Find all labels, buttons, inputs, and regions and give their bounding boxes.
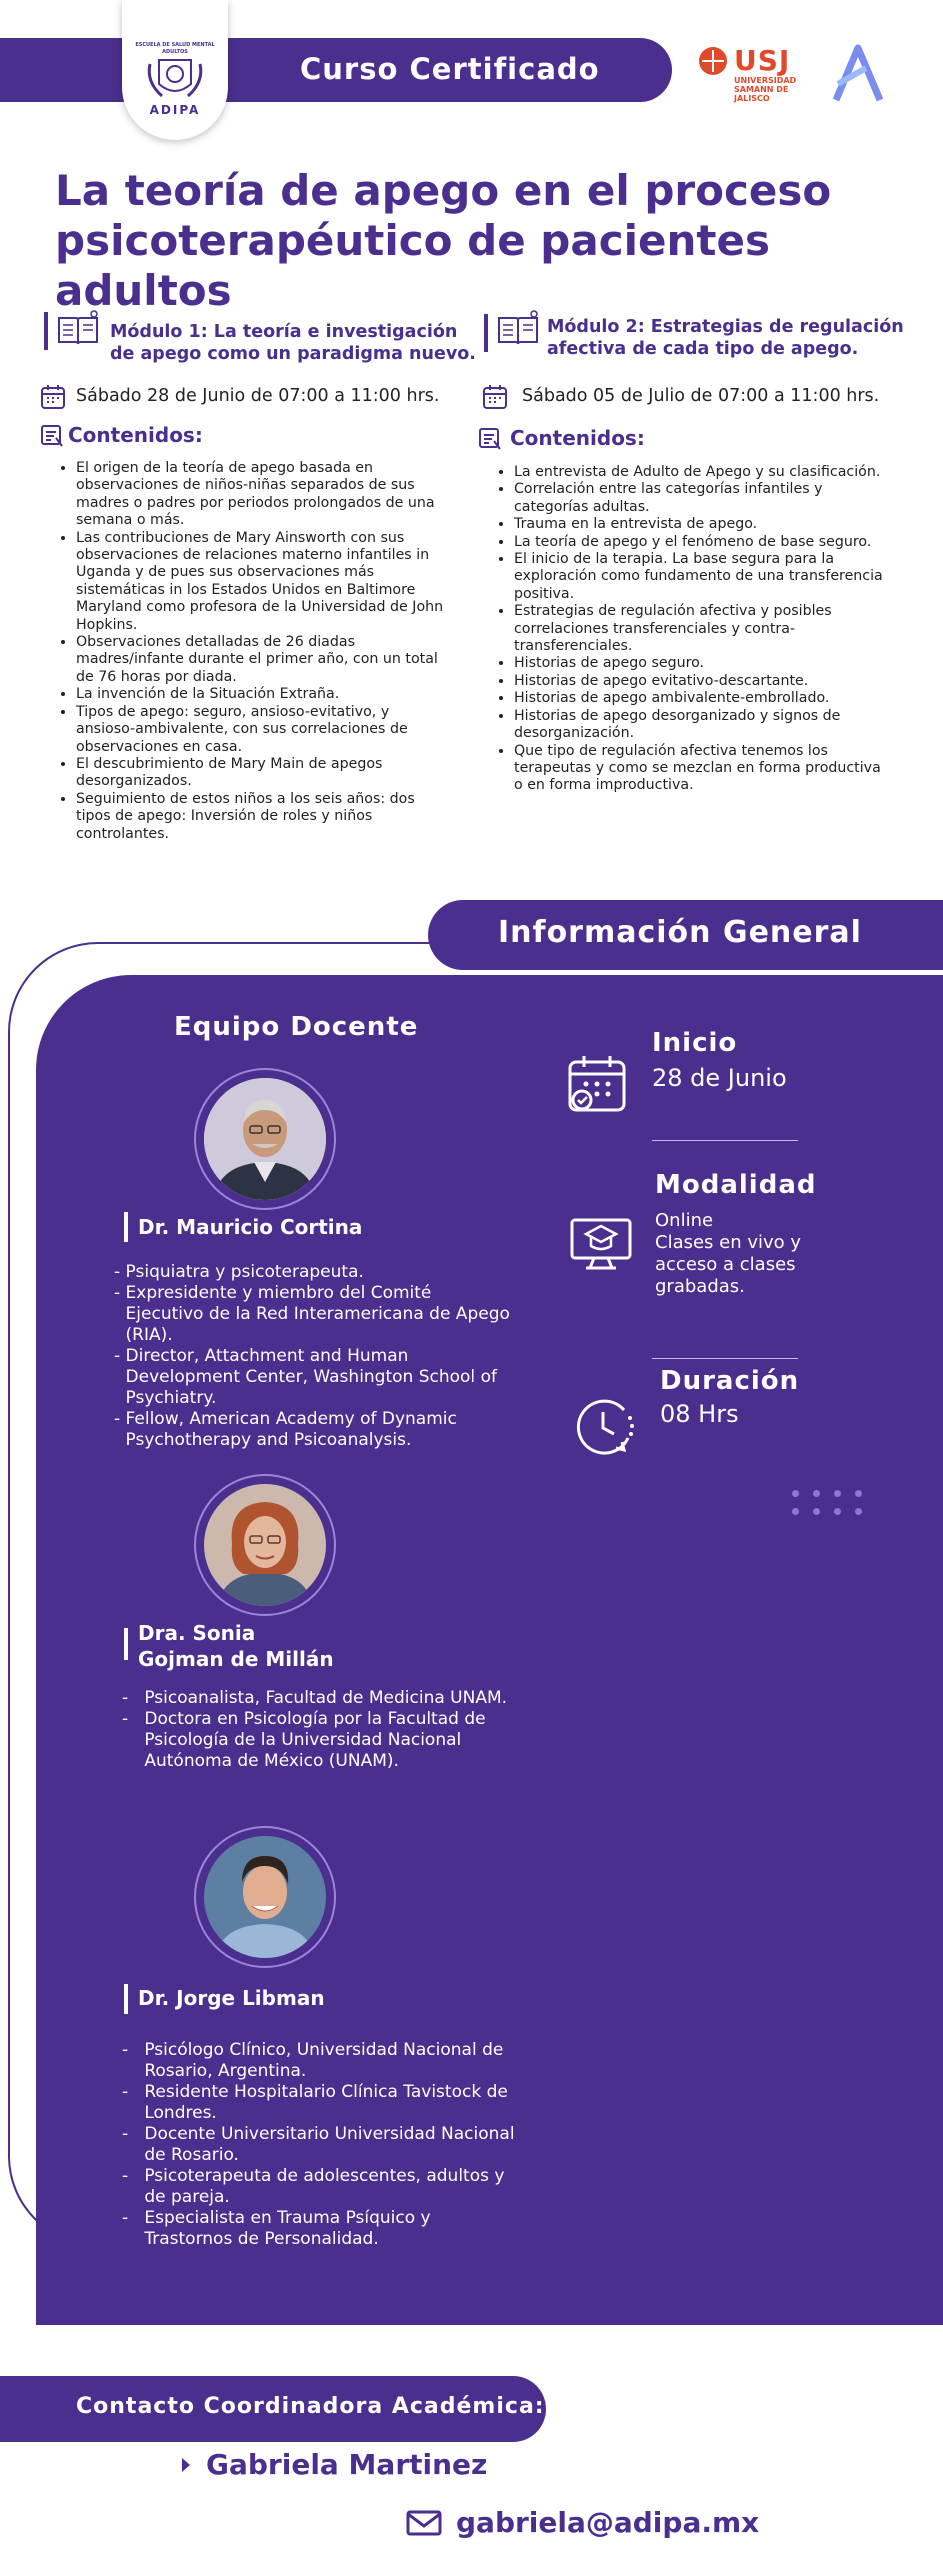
bio-item: Psicólogo Clínico, Universidad Nacional de Rosario, Argentina. [144, 2040, 504, 2081]
list-item: • Historias de apego seguro. [514, 655, 884, 672]
divider [652, 1358, 798, 1359]
teacher-2-bio: - Psicoanalista, Facultad de Medicina UNAM. - Doctora en Psicología por la Facultad de Psicología de la Universidad Nacional Autónoma de México (UNAM). [122, 1688, 522, 1772]
teacher-1-avatar [194, 1068, 336, 1210]
a-brand-icon [830, 44, 886, 108]
mode-label: Modalidad [655, 1170, 817, 1200]
bio-item: Doctora en Psicología por la Facultad de Psicología de la Universidad Nacional Autónoma de México (UNAM). [144, 1709, 486, 1771]
teacher-1-name: Dr. Mauricio Cortina [138, 1215, 363, 1239]
list-item: • Seguimiento de estos niños a los seis años: dos tipos de apego: Inversión de roles y niños controlantes. [76, 791, 446, 843]
info-heading: Información General [498, 915, 862, 950]
teacher-3-name: Dr. Jorge Libman [138, 1986, 325, 2010]
caret-right-icon [180, 2456, 192, 2478]
bio-item: Residente Hospitalario Clínica Tavistock de Londres. [144, 2082, 508, 2123]
list-item: • La teoría de apego y el fenómeno de base seguro. [514, 534, 884, 551]
list-item: • El origen de la teoría de apego basada en observaciones de niños-niñas separados de sus madres o padres por periodos prolongados de una semana o más. [76, 460, 446, 530]
module-1-content-list [60, 460, 446, 843]
bio-item: Especialista en Trauma Psíquico y Trastornos de Personalidad. [144, 2208, 431, 2249]
list-item: • Que tipo de regulación afectiva tenemos los terapeutas y como se mezclan en forma productiva o en forma improductiva. [514, 743, 884, 795]
teacher-3-accent [124, 1984, 128, 2014]
module-2-date: Sábado 05 de Julio de 07:00 a 11:00 hrs. [522, 386, 880, 406]
list-item: • Historias de apego evitativo-descartante. [514, 673, 884, 690]
teacher-1-bio: - Psiquiatra y psicoterapeuta. - Expresidente y miembro del Comité Ejecutivo de la Red Interamericana de Apego (RIA). - Director, Attachment and Human Development Center, Washington School of Psychiatry. - Fellow, American Academy of Dynamic Psychotherapy and Psicoanalysis. [114, 1262, 514, 1451]
bio-item: Psicoanalista, Facultad de Medicina UNAM. [144, 1688, 508, 1708]
book-icon [56, 308, 100, 352]
mail-icon[interactable] [406, 2510, 442, 2540]
decorative-dots [792, 1490, 862, 1515]
teacher-2-name: Dra. Sonia Gojman de Millán [138, 1621, 334, 1671]
list-item: • Historias de apego ambivalente-embrollado. [514, 690, 884, 707]
module-2-accent [484, 314, 488, 352]
usj-logo-subtitle: UNIVERSIDAD SAMANN DE JALISCO [734, 76, 797, 103]
usj-logo-icon [698, 46, 728, 80]
list-item: • Estrategias de regulación afectiva y posibles correlaciones transferenciales y contra-transferenciales. [514, 603, 884, 655]
bio-item: Docente Universitario Universidad Nacional de Rosario. [144, 2124, 515, 2165]
bio-item: Expresidente y miembro del Comité Ejecutivo de la Red Interamericana de Apego (RIA). [125, 1283, 510, 1345]
list-item: • Trauma en la entrevista de apego. [514, 516, 884, 533]
list-item: • El inicio de la terapia. La base segura para la exploración como fundamento de una transferencia positiva. [514, 551, 884, 603]
svg-text:ESCUELA DE SALUD MENTAL: ESCUELA DE SALUD MENTAL [135, 42, 215, 48]
calendar-icon [482, 384, 508, 414]
bio-item: Fellow, American Academy of Dynamic Psychotherapy and Psicoanalysis. [125, 1409, 457, 1450]
team-heading: Equipo Docente [174, 1012, 419, 1042]
list-item: • Correlación entre las categorías infantiles y categorías adultas. [514, 481, 884, 516]
teacher-3-bio: - Psicólogo Clínico, Universidad Nacional de Rosario, Argentina. - Residente Hospitalario Clínica Tavistock de Londres. - Docente Universitario Universidad Nacional de Rosario. - Psicoterapeuta de adolescentes, adultos y de pareja. - Especialista en Trauma Psíquico y Trastornos de Personalidad. [122, 2040, 522, 2250]
divider [652, 1140, 798, 1141]
module-2-content-list [498, 464, 884, 795]
duration-label: Duración [660, 1366, 800, 1396]
svg-text:ADULTOS: ADULTOS [162, 49, 188, 55]
bio-item: Director, Attachment and Human Development Center, Washington School of Psychiatry. [125, 1346, 497, 1408]
page-title: La teoría de apego en el proceso psicoterapéutico de pacientes adultos [55, 166, 832, 315]
teacher-3-avatar [194, 1826, 336, 1968]
module-2-contents-heading: Contenidos: [510, 426, 645, 450]
list-item: • Las contribuciones de Mary Ainsworth con sus observaciones de relaciones materno infantiles in Uganda y de pues sus observaciones más sistemáticas in los Estados Unidos en Baltimore Maryland como profesora de la Universidad de John Hopkins. [76, 530, 446, 634]
start-value: 28 de Junio [652, 1064, 787, 1092]
start-label: Inicio [652, 1028, 738, 1058]
mode-details: Online Clases en vivo y acceso a clases grabadas. [655, 1210, 802, 1297]
list-icon [478, 427, 502, 455]
module-1-contents-heading: Contenidos: [68, 423, 203, 447]
bio-item: Psiquiatra y psicoterapeuta. [125, 1262, 364, 1282]
calendar-icon [40, 384, 66, 414]
teacher-1-accent [124, 1212, 128, 1242]
list-item: • Historias de apego desorganizado y signos de desorganización. [514, 708, 884, 743]
module-1-date: Sábado 28 de Junio de 07:00 a 11:00 hrs. [76, 386, 440, 406]
module-2-title: Módulo 2: Estrategias de regulación afectiva de cada tipo de apego. [547, 317, 904, 359]
contact-heading: Contacto Coordinadora Académica: [76, 2394, 545, 2419]
calendar-check-icon [566, 1054, 628, 1120]
online-class-icon [568, 1206, 634, 1276]
list-item: • Tipos de apego: seguro, ansioso-evitativo, y ansioso-ambivalente, con sus correlaciones de observaciones en casa. [76, 704, 446, 756]
list-item: • La entrevista de Adulto de Apego y su clasificación. [514, 464, 884, 481]
clock-icon [572, 1396, 638, 1462]
book-icon [496, 308, 540, 352]
list-item: • Observaciones detalladas de 26 diadas madres/infante durante el primer año, con un total de 76 horas por diada. [76, 634, 446, 686]
course-type-label: Curso Certificado [300, 52, 600, 86]
contact-name: Gabriela Martinez [206, 2448, 488, 2481]
list-item: • La invención de la Situación Extraña. [76, 686, 446, 703]
teacher-2-avatar [194, 1474, 336, 1616]
bio-item: Psicoterapeuta de adolescentes, adultos y de pareja. [144, 2166, 505, 2207]
module-1-accent [44, 312, 48, 350]
contact-email-link[interactable]: gabriela@adipa.mx [456, 2506, 760, 2539]
list-item: • El descubrimiento de Mary Main de apegos desorganizados. [76, 756, 446, 791]
usj-logo-text: USJ [734, 44, 791, 77]
list-icon [40, 424, 64, 452]
teacher-2-accent [124, 1628, 128, 1660]
module-1-title: Módulo 1: La teoría e investigación de apego como un paradigma nuevo. [110, 322, 476, 364]
duration-value: 08 Hrs [660, 1400, 739, 1428]
svg-text:ADIPA: ADIPA [149, 103, 201, 117]
adipa-logo [122, 0, 228, 140]
